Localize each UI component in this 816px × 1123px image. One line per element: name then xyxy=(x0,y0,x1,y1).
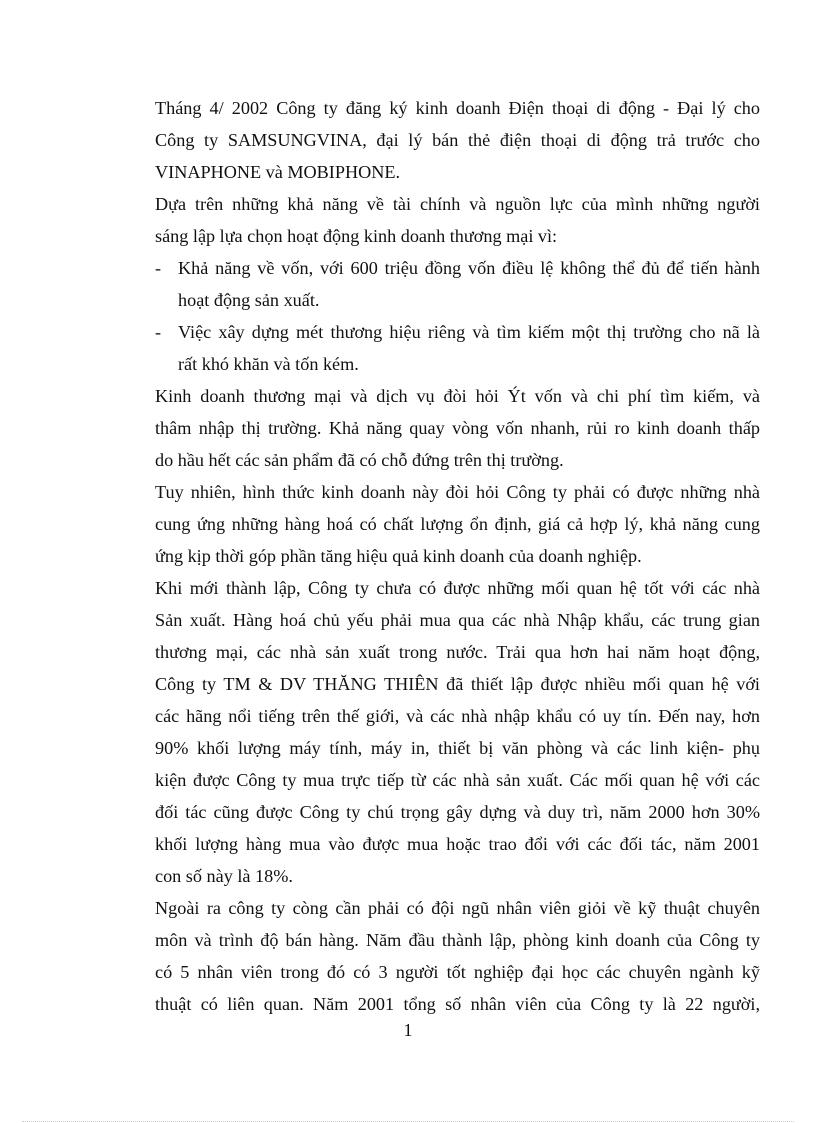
reasons-list xyxy=(155,252,760,380)
document-body xyxy=(155,92,760,1020)
text-line: Tháng 4/ 2002 Công ty đăng ký kinh doanh Điện thoại di động - Đại lý cho xyxy=(155,98,760,118)
bullet-dash: - xyxy=(155,322,162,342)
text-line: thâm nhập thị trường. Khả năng quay vòng vốn nhanh, rủi ro kinh doanh thấp xyxy=(155,418,760,438)
text-line: thương mại, các nhà sản xuất trong nước. Trải qua hơn hai năm hoạt động, xyxy=(155,642,760,662)
text-line: VINAPHONE và MOBIPHONE. xyxy=(155,162,401,182)
paragraph-registration xyxy=(155,92,760,188)
bullet-dash: - xyxy=(155,258,162,278)
text-line: có 5 nhân viên trong đó có 3 người tốt nghiệp đại học các chuyên ngành kỹ xyxy=(155,962,760,982)
text-line: 90% khối lượng máy tính, máy in, thiết bị văn phòng và các linh kiện- phụ xyxy=(155,738,760,758)
text-line: đối tác cũng được Công ty chú trọng gây dựng và duy trì, năm 2000 hơn 30% xyxy=(155,802,760,822)
text-line: con số này là 18%. xyxy=(155,866,293,886)
text-line: kiện được Công ty mua trực tiếp từ các nhà sản xuất. Các mối quan hệ với các xyxy=(155,770,760,790)
text-line: Sản xuất. Hàng hoá chủ yếu phải mua qua các nhà Nhập khẩu, các trung gian xyxy=(155,610,760,630)
text-line: môn và trình độ bán hàng. Năm đầu thành lập, phòng kinh doanh của Công ty xyxy=(155,930,760,950)
paragraph-supplier-requirements xyxy=(155,476,760,572)
text-line: Công ty TM & DV THĂNG THIÊN đã thiết lập được nhiều mối quan hệ với xyxy=(155,674,760,694)
text-line: rất khó khăn và tốn kém. xyxy=(178,354,359,374)
text-line: Việc xây dựng mét thương hiệu riêng và tìm kiếm một thị trường cho nã là xyxy=(178,322,760,342)
list-item xyxy=(155,316,760,380)
text-line: khối lượng hàng mua vào được mua hoặc trao đổi với các đối tác, năm 2001 xyxy=(155,834,760,854)
text-line: sáng lập lựa chọn hoạt động kinh doanh thương mại vì: xyxy=(155,226,558,246)
text-line: các hãng nổi tiếng trên thế giới, và các nhà nhập khẩu có uy tín. Đến nay, hơn xyxy=(155,706,760,726)
text-line: hoạt động sản xuất. xyxy=(178,290,320,310)
text-line: Tuy nhiên, hình thức kinh doanh này đòi hỏi Công ty phải có được những nhà xyxy=(155,482,760,502)
text-line: Khả năng về vốn, với 600 triệu đồng vốn điều lệ không thể đủ để tiến hành xyxy=(178,258,760,278)
paragraph-trade-advantages xyxy=(155,380,760,476)
page-number: 1 xyxy=(403,1020,413,1040)
text-line: Ngoài ra công ty còng cần phải có đội ngũ nhân viên giỏi về kỹ thuật chuyên xyxy=(155,898,760,918)
text-line: Dựa trên những khả năng về tài chính và nguồn lực của mình những người xyxy=(155,194,760,214)
text-line: Công ty SAMSUNGVINA, đại lý bán thẻ điện thoại di động trả trước cho xyxy=(155,130,760,150)
text-line: do hầu hết các sản phẩm đã có chỗ đứng trên thị trường. xyxy=(155,450,564,470)
paragraph-supplier-relations xyxy=(155,572,760,892)
text-line: Khi mới thành lập, Công ty chưa có được những mối quan hệ tốt với các nhà xyxy=(155,578,760,598)
list-item xyxy=(155,252,760,316)
paragraph-staff xyxy=(155,892,760,1020)
text-line: cung ứng những hàng hoá có chất lượng ổn định, giá cả hợp lý, khả năng cung xyxy=(155,514,760,534)
paragraph-founders-choice xyxy=(155,188,760,252)
page-bottom-divider xyxy=(22,1121,794,1122)
text-line: ứng kịp thời góp phần tăng hiệu quả kinh doanh của doanh nghiệp. xyxy=(155,546,642,566)
text-line: thuật có liên quan. Năm 2001 tổng số nhân viên của Công ty là 22 người, xyxy=(155,994,760,1014)
text-line: Kinh doanh thương mại và dịch vụ đòi hỏi Ýt vốn và chi phí tìm kiếm, và xyxy=(155,386,760,406)
